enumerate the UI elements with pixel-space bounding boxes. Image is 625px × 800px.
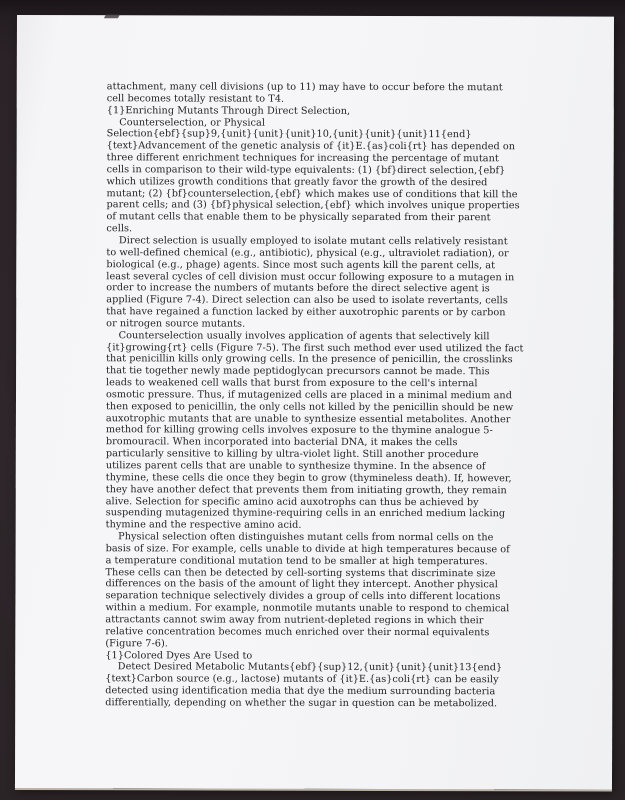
text-line: then exposed to penicillin, the only cells not killed by the penicillin should be new (105, 401, 514, 414)
text-line: cell becomes totally resistant to T4. (106, 93, 285, 105)
text-line: that have regained a function lacked by either auxotrophic parents or by carbon (106, 306, 506, 319)
text-line: {it}growing{rt} cells (Figure 7-5). The first such method ever used utilized the fact (106, 341, 524, 354)
text-line: that penicillin kills only growing cells. In the presence of penicillin, the crosslinks (106, 353, 513, 366)
text-line: differentially, depending on whether the sugar in question can be metabolized. (105, 697, 498, 710)
text-line: detected using identification media that dye the medium surrounding bacteria (105, 685, 496, 698)
text-line: auxotrophic mutants that are unable to synthesize essential metabolites. Another (105, 412, 511, 425)
text-line: basis of size. For example, cells unable to divide at high temperatures because of (105, 543, 510, 556)
text-line: Physical selection often distinguishes mutant cells from normal cells on the (105, 531, 494, 544)
text-line: suspending mutagenized thymine-requiring cells in an enriched medium lacking (105, 507, 506, 520)
text-line: {text}Advancement of the genetic analysis of {it}E.{as}coli{rt} has depended on (106, 140, 516, 153)
text-line: osmotic pressure. Thus, if mutagenized cells are placed in a minimal medium and (105, 389, 512, 402)
text-line: attachment, many cell divisions (up to 11) may have to occur before the mutant (106, 81, 503, 94)
text-line: These cells can then be detected by cell-sorting systems that discriminate size (105, 566, 496, 579)
text-line: they have another defect that prevents them from initiating growth, they remain (105, 483, 507, 496)
text-line: {1}Enriching Mutants Through Direct Selection, (106, 104, 351, 117)
text-line: thymine, these cells die once they begin to grow (thymineless death). If, however, (105, 472, 512, 485)
text-line: leads to weakened cell walls that burst from exposure to the cell's internal (106, 377, 478, 390)
text-line: parent cells; and (3) {bf}physical selection,{ebf} which involves unique properties (106, 199, 520, 212)
text-line: cells in comparison to their wild-type equivalents: (1) {bf}direct selection,{ebf} (106, 164, 506, 177)
paper-crease-mark (104, 14, 120, 18)
text-line: particularly sensitive to killing by ultra-violet light. Still another procedure (105, 448, 479, 461)
text-line: {1}Colored Dyes Are Used to (105, 649, 253, 662)
text-line: relative concentration becomes much enriched over their normal equivalents (105, 626, 490, 639)
text-line: within a medium. For example, nonmotile mutants unable to respond to chemical (105, 602, 510, 615)
text-line: separation technique selectively divides a group of cells into different locations (105, 590, 501, 603)
text-line: Counterselection, or Physical (106, 116, 266, 129)
text-line: (Figure 7-6). (105, 637, 168, 650)
text-line: Direct selection is usually employed to isolate mutant cells relatively resistant (106, 235, 508, 248)
text-line: three different enrichment techniques for increasing the percentage of mutant (106, 152, 499, 165)
text-line: cells. (106, 223, 133, 235)
text-line: to well-defined chemical (e.g., antibiotic), physical (e.g., ultraviolet radiation), or (106, 247, 509, 260)
text-line: applied (Figure 7-4). Direct selection can also be used to isolate revertants, cells (106, 294, 508, 307)
text-line: utilizes parent cells that are unable to synthesize thymine. In the absence of (105, 460, 486, 473)
text-line: thymine and the respective amino acid. (105, 519, 302, 531)
text-line: alive. Selection for specific amino acid auxotrophs can thus be achieved by (105, 495, 479, 508)
text-line: a temperature conditional mutation tend to be smaller at high temperatures. (105, 554, 488, 567)
text-line: {text}Carbon source (e.g., lactose) mutants of {it}E.{as}coli{rt} can be easily (105, 673, 499, 686)
text-line: Selection{ebf}{sup}9,{unit}{unit}{unit}10,{unit}{unit}{unit}11{end} (106, 128, 472, 141)
text-line: of mutant cells that enable them to be physically separated from their parent (106, 211, 491, 224)
text-line: bromouracil. When incorporated into bacterial DNA, it makes the cells (105, 436, 458, 449)
text-line: attractants cannot swim away from nutrient-depleted regions in which their (105, 614, 484, 627)
text-line: method for killing growing cells involves exposure to the thymine analogue 5- (105, 424, 493, 437)
text-line: least several cycles of cell division must occur following exposure to a mutagen in (106, 270, 515, 283)
text-line: or nitrogen source mutants. (106, 318, 246, 330)
text-line: which utilizes growth conditions that greatly favor the growth of the desired (106, 175, 488, 188)
text-line: that tie together newly made peptidoglycan precursors cannot be made. This (106, 365, 490, 378)
text-line: Counterselection usually involves application of agents that selectively kill (106, 329, 490, 342)
page-text (105, 81, 567, 710)
scanned-page (15, 15, 614, 790)
text-line: biological (e.g., phage) agents. Since most such agents kill the parent cells, at (106, 258, 496, 271)
text-line: order to increase the numbers of mutants before the direct selective agent is (106, 282, 490, 295)
text-line: Detect Desired Metabolic Mutants{ebf}{sup}12,{unit}{unit}{unit}13{end} (105, 661, 503, 674)
text-line: mutant; (2) {bf}counterselection,{ebf} which makes use of conditions that kill the (106, 187, 518, 200)
text-line: differences on the basis of the amount of light they intercept. Another physical (105, 578, 498, 591)
